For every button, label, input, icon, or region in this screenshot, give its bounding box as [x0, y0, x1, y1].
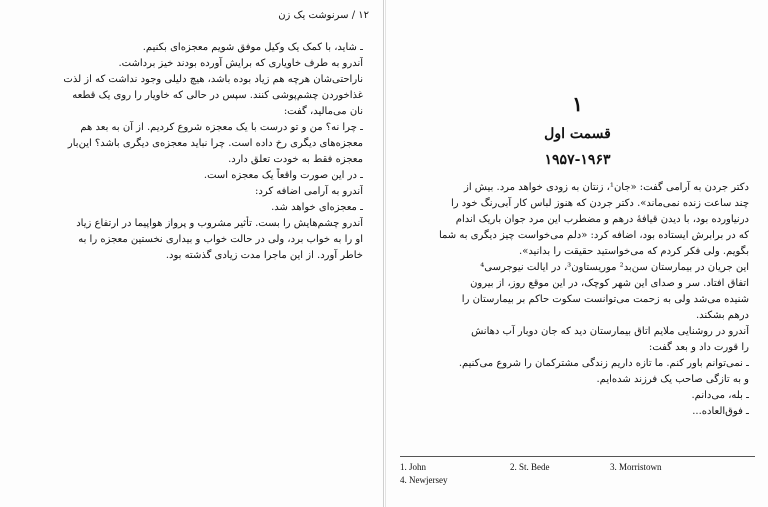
footnote-row	[400, 474, 755, 487]
footnotes	[400, 461, 755, 487]
footnote-row	[400, 461, 755, 474]
footnote-4: 4. Newjersey	[400, 475, 448, 485]
text-line: که در برابرش ایستاده بود، اضافه کرد: «دلم می‌خواست چیز دیگری به شما	[438, 230, 749, 241]
text-line: ـ معجزه‌ای خواهد شد.	[271, 202, 363, 213]
footnote-3: 3. Morristown	[610, 462, 662, 472]
text-line: اتفاق افتاد. سر و صدای این شهر کوچک، در این موقع روز، از بیرون	[470, 278, 749, 289]
text-line: این جریان در بیمارستان سن‌بد² موریستاون³، در ایالت نیوجرسی⁴	[480, 262, 749, 273]
text-line: چند ساعت زنده نمی‌ماند». دکتر جردن که هنوز لباس کار آبی‌رنگ خود را	[450, 198, 749, 209]
right-page	[385, 0, 768, 507]
text-line: خاطر آورد. از این ماجرا مدت زیادی گذشته بود.	[165, 250, 363, 261]
text-line: آندرو چشم‌هایش را بست. تأثیر مشروب و پرواز هواپیما در ارتفاع زیاد	[76, 218, 363, 229]
footnote-1: 1. John	[400, 462, 427, 472]
text-line: معجزه فقط به خودت تعلق دارد.	[228, 154, 363, 165]
text-line: او را به خواب برد، ولی در حالت خواب و بیداری نخستین معجزه را به	[78, 234, 363, 245]
text-line: و به تازگی صاحب یک فرزند شده‌ایم.	[596, 374, 749, 385]
text-line: معجزه‌های دیگری رخ داده است. چرا نباید معجزه‌ی دیگری باشد؟ این‌بار	[67, 138, 363, 149]
right-page-body	[406, 180, 749, 420]
text-line: آندرو به آرامی اضافه کرد:	[255, 186, 363, 197]
text-line: ـ بله، می‌دانم.	[691, 390, 749, 401]
text-line: دکتر جردن به آرامی گفت: «جان¹، زنتان به زودی خواهد مرد. بیش از	[464, 182, 749, 193]
text-line: ـ شاید، با کمک یک وکیل موفق شویم معجزه‌ای بکنیم.	[142, 42, 363, 53]
text-line: را قورت داد و بعد گفت:	[648, 342, 749, 353]
text-line: آندرو به طرف خاویاری که برایش آورده بودند خیز برداشت.	[118, 58, 363, 69]
footnote-2: 2. St. Bede	[510, 462, 550, 472]
chapter-title: قسمت اول	[544, 126, 611, 142]
running-head: ۱۲ / سرنوشت یک زن	[278, 10, 369, 21]
text-line: درهم بشکند.	[695, 310, 749, 321]
text-line: ـ نمی‌توانم باور کنم. ما تازه داریم زندگی مشترکمان را شروع می‌کنیم.	[458, 358, 749, 369]
text-line: آندرو در روشنایی ملایم اتاق بیمارستان دید که جان دوبار آب دهانش	[471, 326, 749, 337]
left-page-body	[20, 40, 363, 264]
text-line: ناراحتی‌شان هرچه هم زیاد بوده باشد، هیچ دلیلی وجود نداشت که از لذت	[63, 74, 363, 85]
text-line: بگویم. ولی فکر کردم که می‌خواستید حقیقت را بدانید».	[519, 246, 749, 257]
text-line: شنیده می‌شد ولی به زحمت می‌توانست سکوت حاکم بر بیمارستان را	[461, 294, 749, 305]
text-line: ـ چرا نه؟ من و تو درست با یک معجزه شروع کردیم. از آن به بعد هم	[80, 122, 363, 133]
text-line: نان می‌مالید، گفت:	[283, 106, 363, 117]
text-line: ـ در این صورت واقعاً یک معجزه است.	[203, 170, 363, 181]
text-line: درنیاورده بود، با دیدن قیافهٔ درهم و مضطرب این مرد جوان باریک اندام	[455, 214, 749, 225]
text-line: ـ فوق‌العاده...	[692, 406, 749, 417]
footnote-divider	[400, 456, 755, 457]
text-line: غذاخوردن چشم‌پوشی کنند. سپس در حالی که خاویار را روی یک قطعه	[72, 90, 363, 101]
chapter-number: ۱	[572, 92, 583, 116]
chapter-years: ۱۹۵۷-۱۹۶۳	[544, 152, 611, 168]
